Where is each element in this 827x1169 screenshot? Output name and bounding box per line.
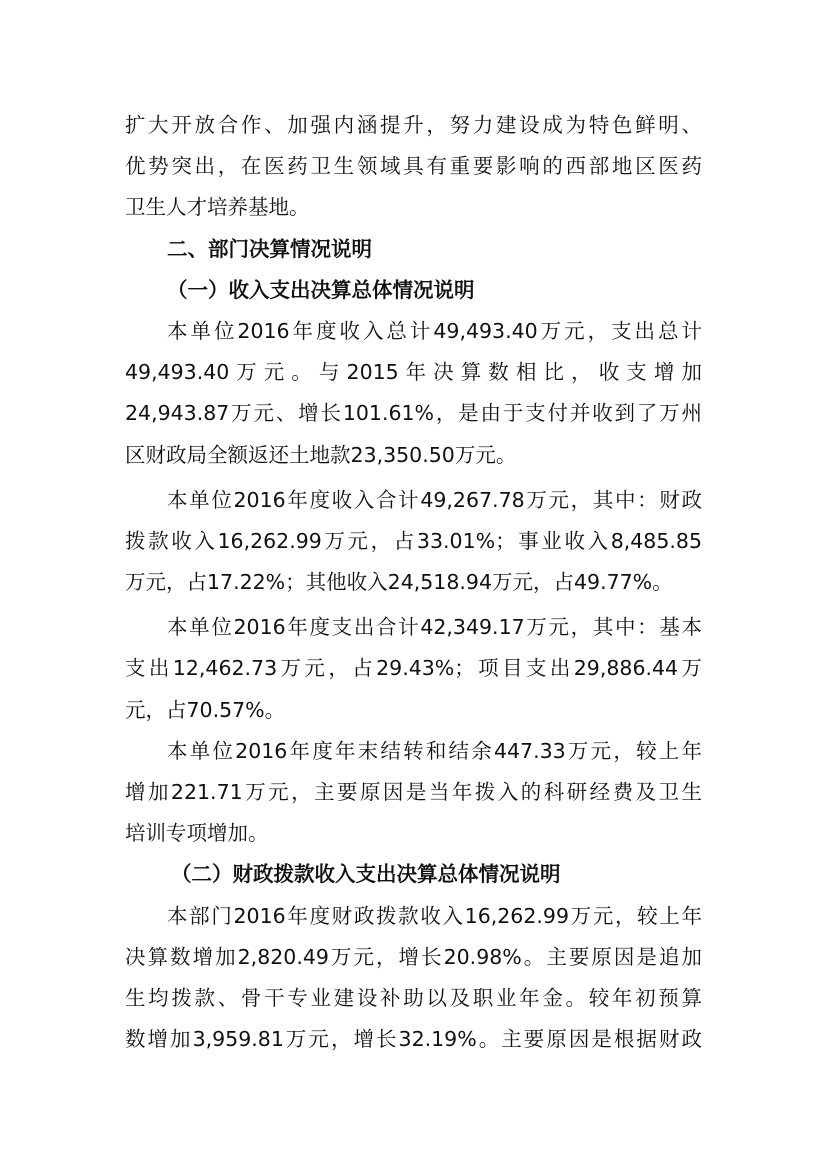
- text-line: 决算数增加2,820.49万元，增长20.98%。主要原因是追加: [125, 944, 702, 969]
- subsection-heading: （一）收入支出决算总体情况说明: [167, 277, 475, 302]
- subsection-heading: （二）财政拨款收入支出决算总体情况说明: [171, 862, 561, 887]
- text-line: 扩大开放合作、加强内涵提升，努力建设成为特色鲜明、: [125, 113, 702, 137]
- text-line: 区财政局全额返还土地款23,350.50万元。: [125, 442, 517, 467]
- text-line: 支出12,462.73万元，占29.43%；项目支出29,886.44万: [125, 656, 702, 681]
- text-line: 本单位2016年度收入总计49,493.40万元，支出总计: [167, 318, 702, 343]
- text-line: 本单位2016年度支出合计42,349.17万元，其中：基本: [167, 615, 702, 640]
- text-line: 培训专项增加。: [125, 821, 269, 846]
- text-line: 优势突出，在医药卫生领域具有重要影响的西部地区医药: [125, 154, 702, 179]
- document-page: [125, 105, 702, 1060]
- text-line: 生均拨款、骨干专业建设补助以及职业年金。较年初预算: [125, 985, 702, 1010]
- text-line: 卫生人才培养基地。: [125, 195, 310, 220]
- section-heading: 二、部门决算情况说明: [167, 236, 372, 261]
- text-line: 数增加3,959.81万元，增长32.19%。主要原因是根据财政: [125, 1027, 702, 1052]
- text-line: 本单位2016年度收入合计49,267.78万元，其中：财政: [167, 487, 702, 512]
- text-line: 增加221.71万元，主要原因是当年拨入的科研经费及卫生: [125, 780, 702, 804]
- text-line: 本单位2016年度年末结转和结余447.33万元，较上年: [167, 738, 702, 763]
- text-line: 万元，占17.22%；其他收入24,518.94万元，占49.77%。: [125, 570, 673, 595]
- text-line: 元，占70.57%。: [125, 697, 286, 722]
- text-line: 本部门2016年度财政拨款收入16,262.99万元，较上年: [167, 903, 702, 928]
- text-line: 24,943.87万元、增长101.61%，是由于支付并收到了万州: [125, 401, 702, 426]
- text-line: 49,493.40 万 元 。 与 2015 年 决 算 数 相 比 ， 收 支 增 加: [125, 360, 702, 385]
- text-line: 拨款收入16,262.99万元，占33.01%；事业收入8,485.85: [125, 528, 702, 553]
